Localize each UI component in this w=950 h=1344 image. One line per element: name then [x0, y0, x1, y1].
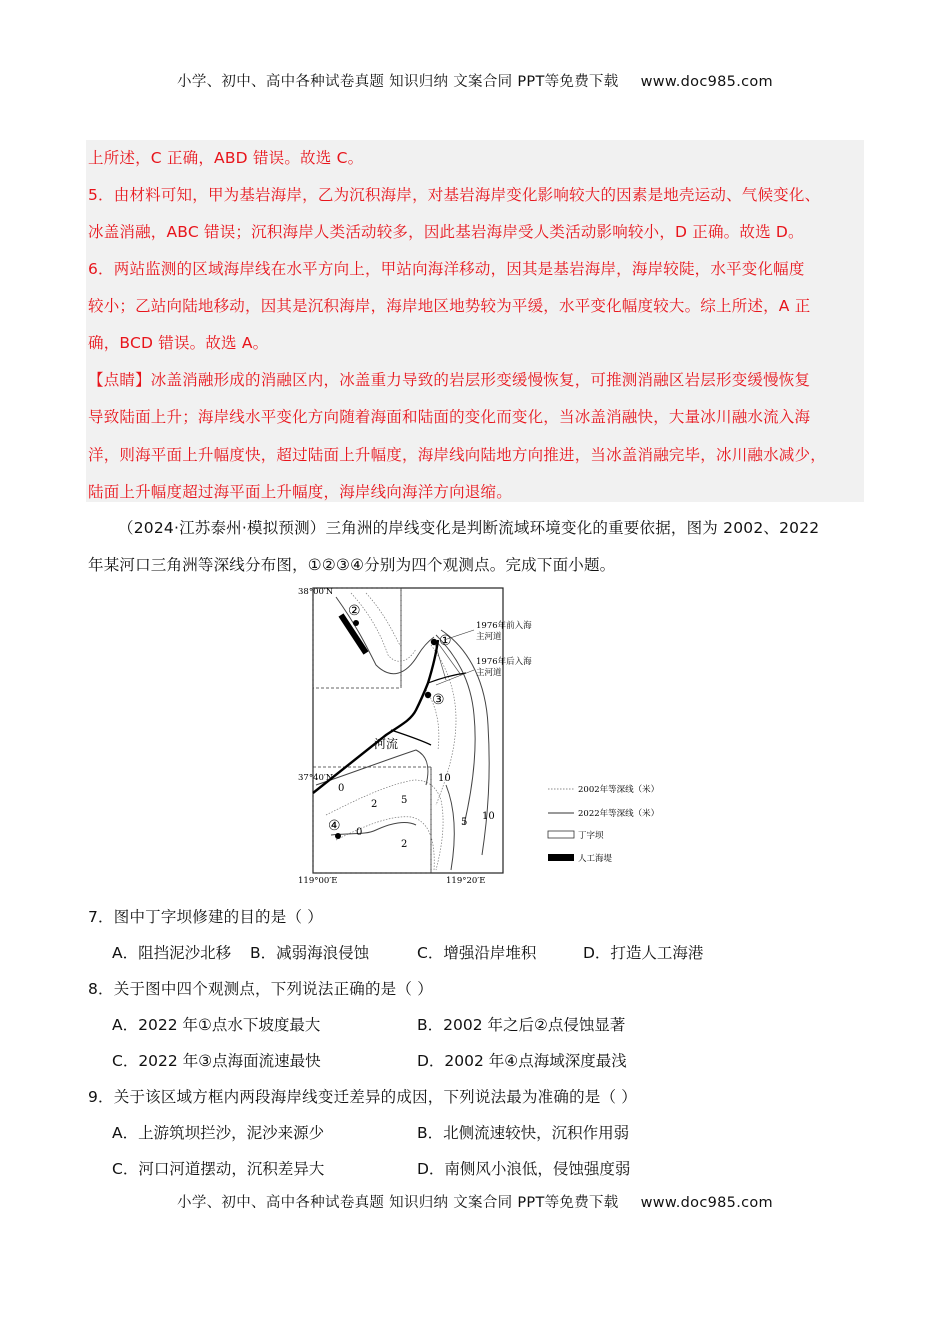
artificial-seawall	[341, 615, 366, 653]
answer-line: 洋，则海平面上升幅度快，超过陆面上升幅度，海岸线向陆地方向推进，当冰盖消融完毕，冰川融水减少，	[88, 446, 826, 464]
option-c[interactable]: C．河口河道摆动，沉积差异大	[112, 1160, 325, 1178]
observation-point-1	[431, 639, 437, 645]
legend-label: 2022年等深线（米）	[578, 809, 656, 819]
answer-line: 冰盖消融，ABC 错误；沉积海岸人类活动较多，因此基岩海岸受人类活动影响较小，D 正确。故选 D。	[88, 223, 804, 241]
answer-line: 确，BCD 错误。故选 A。	[88, 334, 269, 352]
depth-label: 0	[338, 783, 345, 794]
longitude-label: 119°00′E	[298, 876, 338, 885]
option-b[interactable]: B．减弱海浪侵蚀	[250, 944, 370, 962]
point-label: ②	[348, 603, 361, 619]
question-intro: （2024·江苏泰州·模拟预测）三角洲的岸线变化是判断流域环境变化的重要依据，图为 2002、2022	[118, 519, 820, 537]
depth-label: 0	[356, 827, 363, 838]
option-d[interactable]: D．打造人工海港	[583, 944, 704, 962]
answer-line: 上所述，C 正确，ABD 错误。故选 C。	[88, 149, 364, 167]
header-text: 小学、初中、高中各种试卷真题 知识归纳 文案合同 PPT等免费下载	[177, 74, 619, 90]
map-annotation: 1976年后入海	[476, 657, 532, 667]
header-url[interactable]: www.doc985.com	[640, 74, 773, 90]
depth-label: 10	[438, 773, 451, 784]
option-b[interactable]: B．2002 年之后②点侵蚀显著	[417, 1016, 626, 1034]
option-c[interactable]: C．增强沿岸堆积	[417, 944, 537, 962]
option-d[interactable]: D．南侧风小浪低，侵蚀强度弱	[417, 1160, 631, 1178]
depth-label: 2	[371, 799, 378, 810]
river-label: 河流	[374, 737, 399, 751]
latitude-label: 37°40′N	[298, 773, 334, 783]
map-annotation: 主河道	[476, 632, 502, 642]
depth-label: 2	[401, 839, 408, 850]
answer-line: 6．两站监测的区域海岸线在水平方向上，甲站向海洋移动，因其是基岩海岸，海岸较陡，水平变化幅度	[88, 260, 805, 278]
point-label: ③	[432, 692, 445, 708]
point-label: ①	[439, 633, 452, 649]
observation-point-2	[353, 620, 359, 626]
option-a[interactable]: A．阻挡泥沙北移	[112, 944, 232, 962]
footer-url[interactable]: www.doc985.com	[640, 1195, 773, 1211]
latitude-label: 38°00′N	[298, 587, 334, 597]
question-stem: 8．关于图中四个观测点，下列说法正确的是（ ）	[88, 980, 433, 998]
page-footer	[0, 1191, 950, 1212]
question-stem: 7．图中丁字坝修建的目的是（ ）	[88, 908, 323, 926]
depth-label: 5	[401, 795, 408, 806]
point-label: ④	[328, 818, 341, 834]
map-annotation: 1976年前入海	[476, 621, 532, 631]
observation-point-3	[425, 692, 431, 698]
option-c[interactable]: C．2022 年③点海面流速最快	[112, 1052, 321, 1070]
question-stem: 9．关于该区域方框内两段海岸线变迁差异的成因，下列说法最为准确的是（ ）	[88, 1088, 637, 1106]
legend-label: 2002年等深线（米）	[578, 785, 656, 795]
legend-label: 丁字坝	[578, 831, 604, 841]
footer-text: 小学、初中、高中各种试卷真题 知识归纳 文案合同 PPT等免费下载	[177, 1195, 619, 1211]
page-header	[0, 70, 950, 91]
option-b[interactable]: B．北侧流速较快，沉积作用弱	[417, 1124, 630, 1142]
answer-line: 陆面上升幅度超过海平面上升幅度，海岸线向海洋方向退缩。	[88, 483, 512, 501]
answer-line: 5．由材料可知，甲为基岩海岸，乙为沉积海岸，对基岩海岸变化影响较大的因素是地壳运动、气候变化、	[88, 186, 821, 204]
depth-label: 5	[461, 817, 468, 828]
delta-isobath-map	[296, 585, 656, 885]
option-d[interactable]: D．2002 年④点海域深度最浅	[417, 1052, 627, 1070]
option-a[interactable]: A．上游筑坝拦沙，泥沙来源少	[112, 1124, 325, 1142]
option-a[interactable]: A．2022 年①点水下坡度最大	[112, 1016, 321, 1034]
legend-label: 人工海堤	[578, 854, 613, 864]
longitude-label: 119°20′E	[446, 876, 486, 885]
depth-label: 10	[482, 811, 495, 822]
answer-line: 【点睛】冰盖消融形成的消融区内，冰盖重力导致的岩层形变缓慢恢复，可推测消融区岩层形变缓慢恢复	[88, 371, 811, 389]
question-intro: 年某河口三角洲等深线分布图，①②③④分别为四个观测点。完成下面小题。	[88, 556, 616, 574]
map-annotation: 主河道	[476, 668, 502, 678]
answer-line: 导致陆面上升；海岸线水平变化方向随着海面和陆面的变化而变化，当冰盖消融快，大量冰川融水流入海	[88, 408, 811, 426]
answer-line: 较小；乙站向陆地移动，因其是沉积海岸，海岸地区地势较为平缓，水平变化幅度较大。综上所述，A 正	[88, 297, 811, 315]
